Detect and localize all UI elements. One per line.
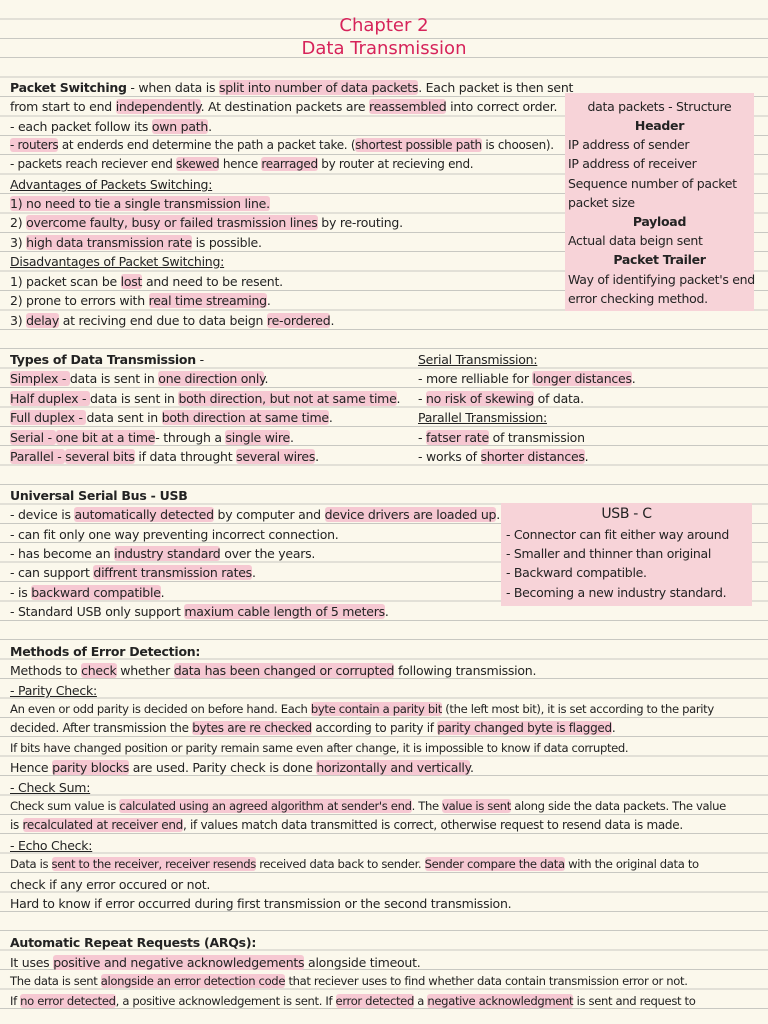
highlighted-text: own path: [151, 119, 209, 134]
text-segment: If: [10, 994, 21, 1008]
highlighted-text: no risk of skewing: [425, 391, 534, 406]
text-segment: It uses: [10, 955, 54, 970]
highlighted-text: device drivers are loaded up: [324, 507, 497, 522]
highlighted-text: Simplex -: [10, 371, 70, 386]
types-heading: Types of Data Transmission: [10, 352, 196, 367]
checksum-heading: - Check Sum:: [10, 780, 91, 795]
list-item: [10, 544, 315, 563]
text-segment: . The: [411, 799, 443, 813]
highlighted-text: parity blocks: [52, 760, 129, 775]
list-item: [10, 194, 270, 213]
list-item: [10, 563, 256, 582]
usb-heading: Universal Serial Bus - USB: [10, 488, 188, 503]
text-segment: 3): [10, 313, 27, 328]
header-item: IP address of receiver: [568, 156, 697, 171]
highlighted-text: data has been changed or corrupted: [173, 663, 395, 678]
text-segment: with the original data to: [564, 857, 699, 871]
highlighted-text: maxium cable length of 5 meters: [184, 604, 385, 619]
text-segment: Hence: [10, 760, 53, 775]
list-item: [10, 311, 334, 330]
highlighted-text: fatser rate: [425, 430, 489, 445]
trailer-label: Packet Trailer: [613, 252, 706, 267]
text-line: Hard to know if error occurred during first transmission or the second transmission.: [10, 896, 512, 911]
text-segment: .: [315, 449, 319, 464]
highlighted-text: both direction, but not at same time: [178, 391, 397, 406]
list-item: [418, 389, 584, 408]
text-segment: that reciever uses to find whether data contain transmission error or not.: [285, 974, 688, 988]
text-segment: a: [413, 994, 428, 1008]
text-segment: are used. Parity check is done: [128, 760, 317, 775]
text-segment: hence: [219, 157, 262, 171]
text-segment: .: [631, 371, 636, 386]
highlighted-text: negative acknowledgment: [427, 994, 574, 1008]
text-segment: .: [396, 391, 401, 406]
page-title: Data Transmission: [301, 38, 467, 59]
text-segment: .: [264, 371, 269, 386]
text-segment: if data throught: [134, 449, 237, 464]
text-segment: 2): [10, 215, 27, 230]
parity-heading: - Parity Check:: [10, 683, 97, 698]
highlighted-text: Serial -: [10, 430, 56, 445]
list-item: [10, 428, 294, 447]
payload-item: Actual data beign sent: [568, 233, 703, 248]
text-segment: - can support: [10, 565, 94, 580]
text-segment: - packets reach reciever end: [10, 157, 177, 171]
text-segment: .: [496, 507, 500, 522]
list-item: [10, 291, 271, 310]
highlighted-text: check: [81, 663, 117, 678]
highlighted-text: Half duplex -: [10, 391, 90, 406]
text-segment: .: [208, 119, 212, 134]
text-segment: - works of: [418, 449, 481, 464]
highlighted-text: recalculated at receiver end: [22, 818, 183, 832]
trailer-item: error checking method.: [568, 291, 708, 306]
text-segment: Data is: [10, 857, 52, 871]
text-segment: received data back to sender.: [255, 857, 425, 871]
list-item: - can fit only one way preventing incorrect connection.: [10, 527, 339, 542]
text-line: [10, 136, 554, 155]
echo-heading: - Echo Check:: [10, 838, 93, 853]
highlighted-text: Parallel -: [10, 449, 66, 464]
text-line: [10, 953, 420, 972]
text-segment: - through a: [155, 430, 226, 445]
text-segment: following transmission.: [394, 663, 537, 678]
text-segment: , a positive acknowledgement is sent. If: [115, 994, 336, 1008]
text-segment: .: [611, 721, 616, 735]
usbc-item: - Becoming a new industry standard.: [506, 585, 727, 600]
highlighted-text: skewed: [176, 157, 220, 171]
text-line: If bits have changed position or parity remain same even after change, it is impossible to know if data corrupted.: [10, 741, 629, 755]
text-line: [10, 972, 688, 991]
text-segment: by computer and: [213, 507, 325, 522]
text-segment: is possible.: [191, 235, 262, 250]
list-item: [10, 389, 400, 408]
text-segment: data is sent in: [69, 371, 159, 386]
highlighted-text: error detected: [335, 994, 414, 1008]
usbc-item: - Backward compatible.: [506, 565, 647, 580]
text-line: [10, 700, 714, 719]
text-segment: -: [195, 352, 204, 367]
highlighted-text: sent to the receiver, receiver resends: [51, 857, 256, 871]
error-detection-heading: Methods of Error Detection:: [10, 644, 201, 659]
types-heading-line: [10, 350, 204, 369]
text-segment: , if values match data transmitted is correct, otherwise request to resend data is made.: [182, 818, 683, 832]
text-segment: (the left most bit), it is set according to the parity: [441, 702, 714, 716]
text-line: [10, 797, 726, 816]
text-segment: .: [251, 565, 256, 580]
trailer-item: Way of identifying packet's end: [568, 272, 755, 287]
text-segment: data sent in: [86, 410, 162, 425]
text-segment: - when data is: [126, 80, 219, 95]
highlighted-text: one bit at a time: [55, 430, 156, 445]
header-item: packet size: [568, 195, 635, 210]
text-segment: over the years.: [220, 546, 316, 561]
text-segment: . At destination packets are: [200, 99, 370, 114]
text-segment: from start to end: [10, 99, 116, 114]
list-item: [10, 233, 262, 252]
parallel-heading: Parallel Transmission:: [418, 410, 547, 425]
text-segment: of transmission: [488, 430, 585, 445]
text-segment: is sent and request to: [573, 994, 696, 1008]
highlighted-text: bytes are re checked: [192, 721, 312, 735]
highlighted-text: several wires: [236, 449, 316, 464]
packet-switching-heading: Packet Switching: [10, 80, 127, 95]
text-line: [10, 758, 474, 777]
highlighted-text: calculated using an agreed algorithm at sender's end: [119, 799, 412, 813]
text-segment: -: [418, 430, 426, 445]
list-item: [418, 447, 588, 466]
packet-structure-title: data packets - Structure: [587, 99, 732, 114]
highlighted-text: split into number of data packets: [218, 80, 419, 95]
list-item: [10, 408, 333, 427]
text-segment: alongside timeout.: [304, 955, 421, 970]
text-segment: decided. After transmission the: [10, 721, 193, 735]
text-segment: along side the data packets. The value: [510, 799, 726, 813]
list-item: [10, 213, 403, 232]
highlighted-text: Full duplex -: [10, 410, 87, 425]
text-segment: into correct order.: [446, 99, 558, 114]
highlighted-text: high data transmission rate: [26, 235, 192, 250]
usbc-title: USB - C: [601, 506, 652, 522]
serial-heading: Serial Transmission:: [418, 352, 538, 367]
text-segment: - Standard USB only support: [10, 604, 185, 619]
highlighted-text: both direction at same time: [161, 410, 329, 425]
text-segment: by router at recieving end.: [317, 157, 474, 171]
text-line: [10, 855, 699, 874]
text-line: [10, 155, 473, 174]
text-segment: .: [266, 293, 271, 308]
text-segment: whether: [116, 663, 174, 678]
list-item: [418, 369, 635, 388]
highlighted-text: single wire: [225, 430, 290, 445]
highlighted-text: backward compatible: [31, 585, 161, 600]
text-line: [10, 117, 212, 136]
highlighted-text: shortest possible path: [355, 138, 482, 152]
text-segment: - more relliable for: [418, 371, 533, 386]
highlighted-text: automatically detected: [74, 507, 214, 522]
text-segment: data is sent in: [90, 391, 179, 406]
text-line: [10, 992, 696, 1011]
highlighted-text: independently: [115, 99, 201, 114]
packet-switching-line: [10, 78, 573, 97]
text-segment: .: [289, 430, 294, 445]
highlighted-text: one direction only: [158, 371, 265, 386]
highlighted-text: re-ordered: [266, 313, 331, 328]
text-segment: is choosen).: [481, 138, 554, 152]
usbc-item: - Smaller and thinner than original: [506, 546, 712, 561]
text-segment: An even or odd parity is decided on before hand. Each: [10, 702, 311, 716]
text-line: [10, 816, 683, 835]
highlighted-text: reassembled: [369, 99, 447, 114]
text-segment: and need to be resent.: [142, 274, 283, 289]
highlighted-text: rearraged: [261, 157, 318, 171]
payload-label: Payload: [632, 214, 687, 229]
highlighted-text: diffrent transmission rates: [93, 565, 252, 580]
text-segment: of data.: [533, 391, 584, 406]
highlighted-text: shorter distances: [480, 449, 585, 464]
highlighted-text: industry standard: [114, 546, 221, 561]
header-item: IP address of sender: [568, 137, 690, 152]
highlighted-text: delay: [26, 313, 59, 328]
highlighted-text: several bits: [65, 449, 135, 464]
highlighted-text: alongside an error detection code: [100, 974, 286, 988]
text-segment: The data is sent: [10, 974, 101, 988]
highlighted-text: longer distances: [532, 371, 632, 386]
text-segment: - is: [10, 585, 32, 600]
text-segment: 1) packet scan be: [10, 274, 121, 289]
text-segment: 2) prone to errors with: [10, 293, 149, 308]
highlighted-text: - routers: [10, 138, 59, 152]
highlighted-text: overcome faulty, busy or failed trasmission lines: [26, 215, 318, 230]
text-segment: .: [160, 585, 165, 600]
text-segment: .: [330, 313, 335, 328]
highlighted-text: value is sent: [442, 799, 511, 813]
text-segment: .: [470, 760, 474, 775]
highlighted-text: parity changed byte is flagged: [437, 721, 612, 735]
text-segment: .: [384, 604, 389, 619]
header-label: Header: [634, 118, 685, 133]
text-line: [10, 719, 615, 738]
text-segment: .: [328, 410, 333, 425]
text-segment: 3): [10, 235, 27, 250]
disadvantages-heading: Disadvantages of Packet Switching:: [10, 254, 225, 269]
advantages-heading: Advantages of Packets Switching:: [10, 177, 213, 192]
list-item: [10, 505, 500, 524]
highlighted-text: horizontally and vertically: [316, 760, 471, 775]
text-segment: - has become an: [10, 546, 115, 561]
text-segment: .: [584, 449, 589, 464]
text-line: [10, 661, 536, 680]
list-item: [10, 369, 268, 388]
list-item: [10, 583, 164, 602]
text-line: [10, 97, 557, 116]
text-segment: at reciving end due to data beign: [58, 313, 267, 328]
highlighted-text: Sender compare the data: [424, 857, 565, 871]
text-segment: at enderds end determine the path a packet take. (: [58, 138, 356, 152]
highlighted-text: real time streaming: [148, 293, 267, 308]
highlighted-text: no error detected: [20, 994, 116, 1008]
text-segment: -: [418, 391, 426, 406]
text-segment: according to parity if: [311, 721, 438, 735]
highlighted-text: lost: [120, 274, 143, 289]
text-segment: - device is: [10, 507, 75, 522]
list-item: [10, 272, 283, 291]
header-item: Sequence number of packet: [568, 176, 737, 191]
text-segment: is: [10, 818, 23, 832]
text-segment: . Each packet is then sent: [418, 80, 574, 95]
highlighted-text: byte contain a parity bit: [310, 702, 442, 716]
list-item: [10, 602, 389, 621]
list-item: [10, 447, 319, 466]
arq-heading: Automatic Repeat Requests (ARQs):: [10, 935, 257, 950]
chapter-title: Chapter 2: [339, 15, 429, 36]
list-item: [418, 428, 585, 447]
usbc-item: - Connector can fit either way around: [506, 527, 730, 542]
text-segment: by re-routing.: [317, 215, 403, 230]
text-segment: Check sum value is: [10, 799, 120, 813]
highlighted-text: 1) no need to tie a single transmission line.: [10, 196, 270, 211]
text-line: check if any error occured or not.: [10, 877, 211, 892]
text-segment: Methods to: [10, 663, 82, 678]
text-segment: - each packet follow its: [10, 119, 152, 134]
highlighted-text: positive and negative acknowledgements: [53, 955, 305, 970]
